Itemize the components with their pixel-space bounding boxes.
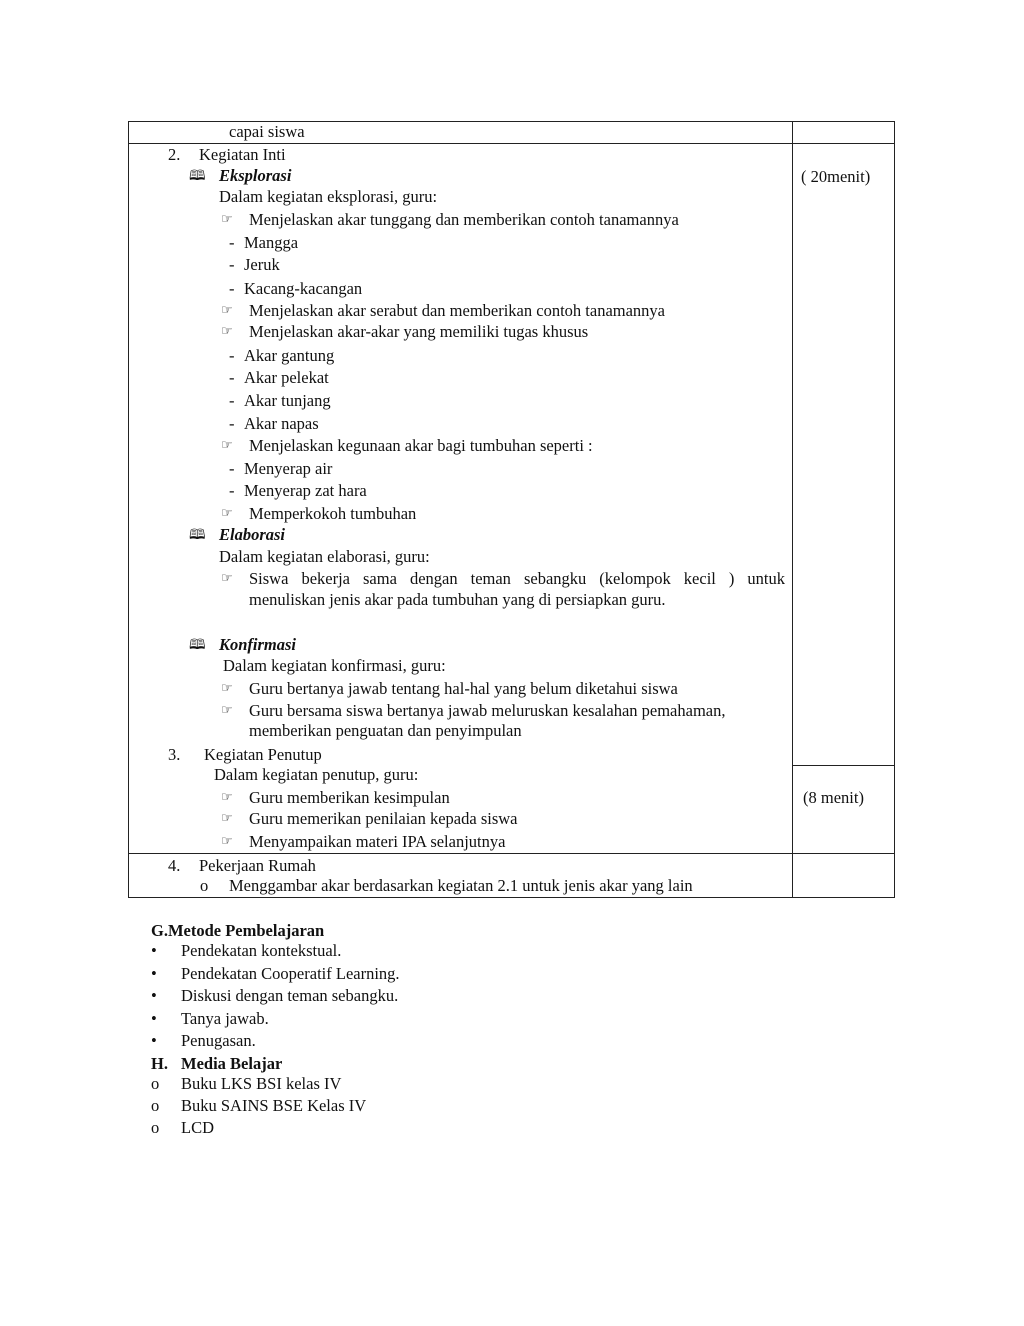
table-border-mid	[792, 121, 793, 898]
list-item: Penugasan.	[181, 1031, 256, 1050]
eksplorasi-intro: Dalam kegiatan eksplorasi, guru:	[219, 187, 438, 206]
elaborasi-intro: Dalam kegiatan elaborasi, guru:	[219, 547, 430, 566]
eksplorasi-title: Eksplorasi	[219, 166, 292, 185]
pointing-hand-icon: ☞	[221, 571, 233, 586]
list-item: Menyerap air	[244, 459, 333, 478]
konfirmasi-bullet-1: Guru bertanya jawab tentang hal-hal yang belum diketahui siswa	[249, 679, 678, 698]
penutup-bullet-3: Menyampaikan materi IPA selanjutnya	[249, 832, 506, 851]
eksplorasi-bullet-1: Menjelaskan akar tunggang dan memberikan contoh tanamannya	[249, 210, 679, 229]
inti-number: 2.	[168, 145, 181, 164]
eksplorasi-bullet-4: Menjelaskan kegunaan akar bagi tumbuhan seperti :	[249, 436, 593, 455]
bullet-marker: •	[151, 986, 157, 1005]
list-item: Jeruk	[244, 255, 280, 274]
pr-item: Menggambar akar berdasarkan kegiatan 2.1 untuk jenis akar yang lain	[229, 876, 693, 895]
penutup-bullet-1: Guru memberikan kesimpulan	[249, 788, 450, 807]
konfirmasi-intro: Dalam kegiatan konfirmasi, guru:	[223, 656, 446, 675]
cont-text: capai siswa	[229, 122, 305, 141]
eksplorasi-bullet-3: Menjelaskan akar-akar yang memiliki tugas khusus	[249, 322, 589, 341]
pointing-hand-icon: ☞	[221, 212, 233, 227]
table-border-row2-right	[792, 765, 895, 766]
pointing-hand-icon: ☞	[221, 506, 233, 521]
elaborasi-bullet-1: Siswa bekerja sama dengan teman sebangku (kelompok kecil ) untuk	[249, 569, 785, 588]
list-item: LCD	[181, 1118, 214, 1137]
table-border-bottom	[128, 897, 895, 898]
section-h-heading: Media Belajar	[181, 1054, 283, 1073]
list-item: Akar pelekat	[244, 368, 329, 387]
dash-marker: -	[229, 346, 235, 365]
konfirmasi-bullet-2-cont: memberikan penguatan dan penyimpulan	[249, 721, 522, 740]
pr-bullet-marker: o	[200, 876, 209, 895]
list-item: Pendekatan Cooperatif Learning.	[181, 964, 400, 983]
bullet-marker: •	[151, 1031, 157, 1050]
bullet-marker: •	[151, 941, 157, 960]
eksplorasi-time: ( 20menit)	[801, 167, 871, 186]
bullet-marker: •	[151, 964, 157, 983]
list-item: Kacang-kacangan	[244, 279, 363, 298]
pointing-hand-icon: ☞	[221, 790, 233, 805]
pointing-hand-icon: ☞	[221, 324, 233, 339]
list-item: Mangga	[244, 233, 299, 252]
list-item: Akar tunjang	[244, 391, 331, 410]
bullet-marker: o	[151, 1074, 160, 1093]
list-item: Akar gantung	[244, 346, 335, 365]
pr-number: 4.	[168, 856, 181, 875]
penutup-title: Kegiatan Penutup	[204, 745, 322, 764]
dash-marker: -	[229, 459, 235, 478]
pr-title: Pekerjaan Rumah	[199, 856, 316, 875]
pointing-hand-icon: ☞	[221, 681, 233, 696]
section-h-letter: H.	[151, 1054, 168, 1073]
table-border-row1	[128, 143, 895, 144]
dash-marker: -	[229, 481, 235, 500]
bullet-marker: o	[151, 1096, 160, 1115]
penutup-intro: Dalam kegiatan penutup, guru:	[214, 765, 419, 784]
section-g-heading: G.Metode Pembelajaran	[151, 921, 325, 940]
penutup-bullet-2: Guru memerikan penilaian kepada siswa	[249, 809, 518, 828]
list-item: Buku LKS BSI kelas IV	[181, 1074, 342, 1093]
konfirmasi-title: Konfirmasi	[219, 635, 297, 654]
pointing-hand-icon: ☞	[221, 303, 233, 318]
table-border-row3	[128, 853, 895, 854]
pointing-hand-icon: ☞	[221, 811, 233, 826]
pointing-hand-icon: ☞	[221, 703, 233, 718]
dash-marker: -	[229, 414, 235, 433]
table-border-left	[128, 121, 129, 898]
inti-title: Kegiatan Inti	[199, 145, 286, 164]
book-icon: 🕮	[189, 527, 206, 543]
list-item: Diskusi dengan teman sebangku.	[181, 986, 399, 1005]
konfirmasi-bullet-2: Guru bersama siswa bertanya jawab meluruskan kesalahan pemahaman,	[249, 701, 726, 720]
dash-marker: -	[229, 368, 235, 387]
elaborasi-bullet-1-cont: menuliskan jenis akar pada tumbuhan yang di persiapkan guru.	[249, 590, 666, 609]
list-item: Akar napas	[244, 414, 319, 433]
book-icon: 🕮	[189, 168, 206, 184]
list-item: Tanya jawab.	[181, 1009, 269, 1028]
eksplorasi-bullet-2: Menjelaskan akar serabut dan memberikan contoh tanamannya	[249, 301, 666, 320]
dash-marker: -	[229, 233, 235, 252]
table-border-right	[894, 121, 895, 898]
pointing-hand-icon: ☞	[221, 834, 233, 849]
eksplorasi-bullet-5: Memperkokoh tumbuhan	[249, 504, 417, 523]
dash-marker: -	[229, 255, 235, 274]
penutup-time: (8 menit)	[803, 788, 864, 807]
dash-marker: -	[229, 391, 235, 410]
list-item: Buku SAINS BSE Kelas IV	[181, 1096, 367, 1115]
bullet-marker: o	[151, 1118, 160, 1137]
dash-marker: -	[229, 279, 235, 298]
list-item: Pendekatan kontekstual.	[181, 941, 342, 960]
penutup-number: 3.	[168, 745, 181, 764]
elaborasi-title: Elaborasi	[219, 525, 286, 544]
bullet-marker: •	[151, 1009, 157, 1028]
list-item: Menyerap zat hara	[244, 481, 367, 500]
pointing-hand-icon: ☞	[221, 438, 233, 453]
book-icon: 🕮	[189, 637, 206, 653]
